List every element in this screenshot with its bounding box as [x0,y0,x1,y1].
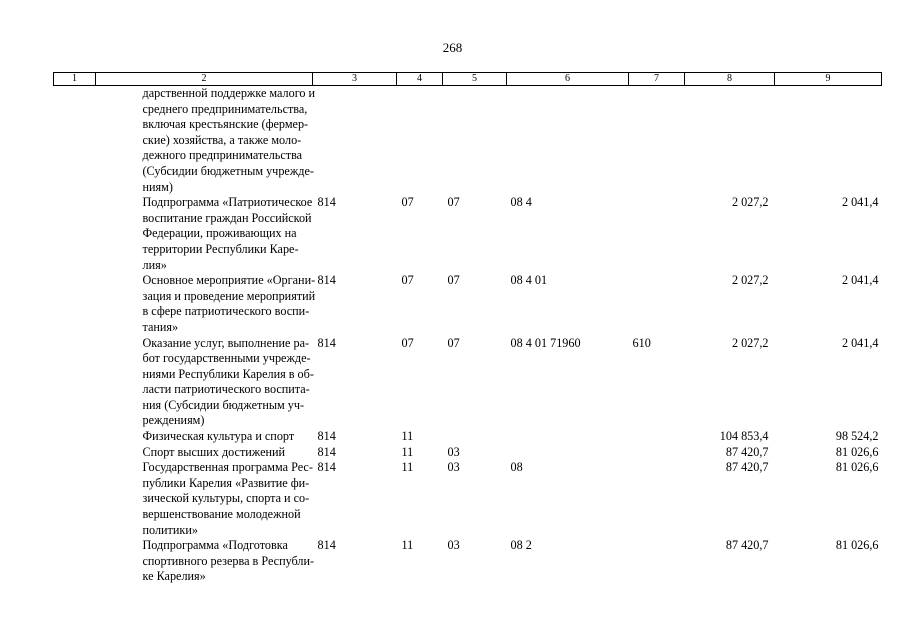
ministry-code-cell: 814 [317,273,336,288]
item-name-line: ке Карелия» [142,569,206,584]
item-name-line: (Субсидии бюджетным учрежде- [142,163,314,178]
target-article-cell: 08 4 01 [510,273,548,288]
target-article-cell [507,445,629,461]
item-name-line: Подпрограмма «Патриотическое [142,195,313,210]
cell-col1 [54,195,96,273]
amount-year2-cell: 2 041,4 [841,273,879,288]
amount-year1-cell: 87 420,7 [725,538,769,553]
item-name-line: ниями Республики Карелия в об- [142,366,314,381]
column-number-row [54,73,882,86]
section-code-cell: 07 [401,273,414,288]
item-name-line: ниям) [142,179,173,194]
column-header: 9 [775,73,882,86]
item-name-line: зация и проведение мероприятий [142,288,316,303]
subsection-code-cell: 03 [447,538,460,553]
column-header: 4 [397,73,443,86]
item-name-line: ские) хозяйства, а также моло- [142,132,302,147]
amount-year1-cell: 104 853,4 [719,429,769,444]
expense-type-cell [629,273,685,335]
table-row [54,429,882,445]
item-name-line: Основное мероприятие «Органи- [142,273,316,288]
amount-year2-cell: 2 041,4 [841,335,879,350]
target-article-cell: 08 [510,460,523,475]
expense-type-cell [629,195,685,273]
item-name-line: вершенствование молодежной [142,507,301,522]
item-name-cell [96,195,313,273]
column-header: 8 [685,73,775,86]
item-name-cell [96,460,313,538]
budget-table-container [53,72,881,585]
item-name-line: ласти патриотического воспита- [142,382,310,397]
amount-year1-cell: 2 027,2 [731,335,769,350]
item-name-cell [96,445,313,461]
cell-col1 [54,336,96,430]
expense-type-cell [629,429,685,445]
item-name-line: воспитание граждан Российской [142,210,312,225]
amount-year1-cell: 2 027,2 [731,273,769,288]
section-code-cell: 11 [401,444,414,459]
cell-col1 [54,538,96,585]
ministry-code-cell: 814 [317,429,336,444]
table-body [54,86,882,586]
amount-year2-cell: 81 026,6 [835,460,879,475]
ministry-code-cell: 814 [317,335,336,350]
expense-type-cell [629,460,685,538]
item-name-line: дежного предпринимательства [142,148,303,163]
item-name-cell [96,273,316,335]
cell-col1 [54,86,96,196]
ministry-code-cell: 814 [317,444,336,459]
item-name-line: территории Республики Каре- [142,241,299,256]
item-name-line: в сфере патриотического воспи- [142,304,310,319]
item-name-line: публики Карелия «Развитие фи- [142,475,310,490]
table-row [54,86,882,196]
section-code-cell: 07 [401,335,414,350]
column-header: 5 [443,73,507,86]
amount-year2-cell: 81 026,6 [835,444,879,459]
item-name-cell [96,86,316,196]
table-row [54,336,882,430]
section-code-cell: 11 [401,538,414,553]
item-name-cell [96,336,313,430]
ministry-code-cell [313,86,397,196]
amount-year2-cell: 81 026,6 [835,538,879,553]
subsection-code-cell [443,429,507,445]
item-name-line: зической культуры, спорта и со- [142,491,310,506]
column-header: 1 [54,73,96,86]
section-code-cell: 07 [401,195,414,210]
expense-type-cell [629,538,685,585]
table-row [54,445,882,461]
amount-year1-cell: 87 420,7 [725,444,769,459]
item-name-line: Федерации, проживающих на [142,226,297,241]
column-header: 6 [507,73,629,86]
subsection-code-cell: 03 [447,460,460,475]
table-row [54,538,882,585]
amount-year1-cell: 2 027,2 [731,195,769,210]
item-name-cell [96,429,313,445]
target-article-cell: 08 2 [510,538,532,553]
budget-table [53,72,882,585]
table-row [54,273,882,335]
item-name-line: Физическая культура и спорт [142,429,295,444]
column-header: 7 [629,73,685,86]
item-name-line: Государственная программа Рес- [142,460,313,475]
amount-year2-cell: 98 524,2 [835,429,879,444]
item-name-line: тания» [142,319,179,334]
amount-year2-cell [775,86,882,196]
table-row [54,460,882,538]
item-name-line: бот государственными учрежде- [142,351,311,366]
section-code-cell [397,86,443,196]
subsection-code-cell: 03 [447,444,460,459]
item-name-line: реждениям) [142,413,205,428]
cell-col1 [54,429,96,445]
item-name-line: лия» [142,257,167,272]
cell-col1 [54,460,96,538]
subsection-code-cell: 07 [447,195,460,210]
target-article-cell [507,429,629,445]
subsection-code-cell: 07 [447,273,460,288]
expense-type-cell [629,445,685,461]
amount-year1-cell: 87 420,7 [725,460,769,475]
item-name-line: дарственной поддержке малого и [142,86,316,100]
table-row [54,195,882,273]
page-number: 268 [442,40,463,55]
target-article-cell: 08 4 01 71960 [510,335,581,350]
item-name-line: Подпрограмма «Подготовка [142,538,288,553]
expense-type-cell: 610 [632,335,651,350]
item-name-line: ния (Субсидии бюджетным уч- [142,397,305,412]
cell-col1 [54,445,96,461]
item-name-line: включая крестьянские (фермер- [142,117,309,132]
section-code-cell: 11 [401,460,414,475]
item-name-line: политики» [142,522,198,537]
target-article-cell [507,86,629,196]
target-article-cell: 08 4 [510,195,532,210]
item-name-line: Оказание услуг, выполнение ра- [142,335,310,350]
amount-year2-cell: 2 041,4 [841,195,879,210]
column-header: 2 [96,73,313,86]
ministry-code-cell: 814 [317,538,336,553]
expense-type-cell [629,86,685,196]
item-name-cell [96,538,313,585]
amount-year1-cell [685,86,775,196]
section-code-cell: 11 [401,429,414,444]
subsection-code-cell: 07 [447,335,460,350]
item-name-line: Спорт высших достижений [142,444,286,459]
subsection-code-cell [443,86,507,196]
column-header: 3 [313,73,397,86]
item-name-line: среднего предпринимательства, [142,101,308,116]
ministry-code-cell: 814 [317,195,336,210]
ministry-code-cell: 814 [317,460,336,475]
cell-col1 [54,273,96,335]
item-name-line: спортивного резерва в Республи- [142,553,315,568]
